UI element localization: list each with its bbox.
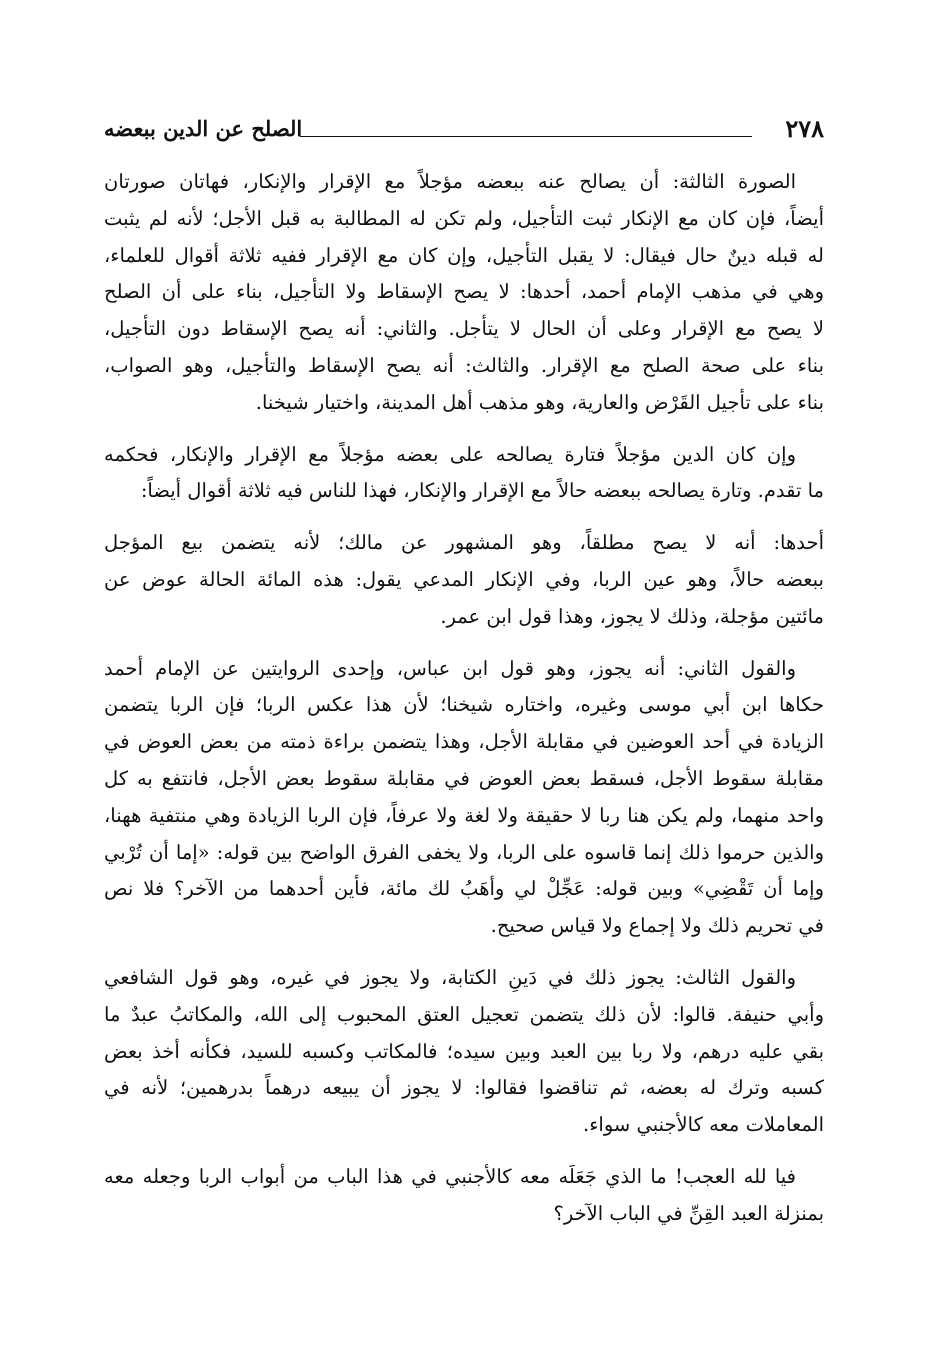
- text-line: الزيادة في أحد العوضين في مقابلة الأجل، وهذا يتضمن براءة ذمته من بعض العوض في: [104, 730, 824, 754]
- paragraph: [104, 960, 824, 1144]
- text-line: بناء على صحة الصلح مع الإقرار. والثالث: أنه يصح الإسقاط والتأجيل، وهو الصواب،: [104, 353, 824, 377]
- text-line: والقول الثاني: أنه يجوز، وهو قول ابن عباس، وإحدى الروايتين عن الإمام أحمد: [104, 656, 796, 680]
- text-line: ما تقدم. وتارة يصالحه ببعضه حالاً مع الإقرار والإنكار، فهذا للناس فيه ثلاثة أقوال أيضاً:: [140, 479, 824, 503]
- text-line: له قبله دينٌ حال فيقال: لا يقبل التأجيل، وإن كان مع الإقرار ففيه ثلاثة أقوال للعلماء،: [104, 243, 824, 267]
- text-line: واحد منهما، ولم يكن هنا ربا لا حقيقة ولا لغة ولا عرفاً، فإن الربا الزيادة وهي منتفية ههنا،: [104, 803, 824, 827]
- page-number: ٢٧٨: [785, 114, 824, 143]
- text-line: فيا لله العجب! ما الذي جَعَلَه معه كالأجنبي في هذا الباب من أبواب الربا وجعله معه: [104, 1164, 796, 1188]
- paragraph: [104, 437, 824, 511]
- text-line: بناء على تأجيل القَرْض والعارية، وهو مذهب أهل المدينة، واختيار شيخنا.: [255, 390, 824, 414]
- text-line: وإن كان الدين مؤجلاً فتارة يصالحه على بعضه مؤجلاً مع الإقرار والإنكار، فحكمه: [104, 442, 796, 466]
- text-line: حكاها ابن أبي موسى وغيره، واختاره شيخنا؛ لأن هذا عكس الربا؛ فإن الربا يتضمن: [104, 693, 824, 717]
- text-line: والقول الثالث: يجوز ذلك في دَينِ الكتابة، ولا يجوز في غيره، وهو قول الشافعي: [104, 965, 796, 989]
- text-line: أيضاً، فإن كان مع الإنكار ثبت التأجيل، ولم تكن له المطالبة به قبل الأجل؛ لأنه لم يثبت: [104, 206, 824, 230]
- paragraph: [104, 651, 824, 945]
- chapter-title: الصلح عن الدين ببعضه: [104, 116, 303, 141]
- header-rule: [300, 136, 752, 137]
- paragraph: [104, 1159, 824, 1233]
- running-header: [104, 112, 824, 146]
- text-line: لا يصح مع الإقرار وعلى أن الحال لا يتأجل. والثاني: أنه يصح الإسقاط دون التأجيل،: [104, 317, 824, 341]
- text-line: في تحريم ذلك ولا إجماع ولا قياس صحيح.: [490, 914, 824, 938]
- text-line: وأبي حنيفة. قالوا: لأن ذلك يتضمن تعجيل العتق المحبوب إلى الله، والمكاتبُ عبدٌ ما: [104, 1002, 824, 1026]
- paragraph: [104, 525, 824, 635]
- text-line: ببعضه حالاً، وهو عين الربا، وفي الإنكار المدعي يقول: هذه المائة الحالة عوض عن: [104, 567, 824, 591]
- text-line: والذين حرموا ذلك إنما قاسوه على الربا، ولا يخفى الفرق الواضح بين قوله: «إما أن تُرْبي: [104, 840, 824, 864]
- text-line: كسبه وترك له بعضه، ثم تناقضوا فقالوا: لا يجوز أن يبيعه درهماً بدرهمين؛ لأنه في: [104, 1076, 824, 1100]
- text-line: وهي في مذهب الإمام أحمد، أحدها: لا يصح الإسقاط ولا التأجيل، بناء على أن الصلح: [104, 280, 824, 304]
- text-line: الصورة الثالثة: أن يصالح عنه ببعضه مؤجلاً مع الإقرار والإنكار، فهاتان صورتان: [104, 170, 796, 193]
- text-line: أحدها: أنه لا يصح مطلقاً، وهو المشهور عن مالك؛ لأنه يتضمن بيع المؤجل: [104, 531, 824, 555]
- page-body: [104, 164, 824, 1248]
- text-line: وإما أن تَقْضِي» وبين قوله: عَجِّلْ لي وأهَبُ لك مائة، فأين أحدهما من الآخر؟ فلا نص: [104, 877, 824, 901]
- text-line: بقي عليه درهم، ولا ربا بين العبد وبين سيده؛ فالمكاتب وكسبه للسيد، فكأنه أخذ بعض: [104, 1039, 824, 1063]
- paragraph: [104, 164, 824, 422]
- text-line: مائتين مؤجلة، وذلك لا يجوز، وهذا قول ابن عمر.: [440, 604, 824, 628]
- text-line: المعاملات معه كالأجنبي سواء.: [583, 1113, 824, 1137]
- text-line: مقابلة سقوط الأجل، فسقط بعض العوض في مقابلة سقوط بعض الأجل، فانتفع به كل: [104, 766, 824, 790]
- text-line: بمنزلة العبد القِنِّ في الباب الآخر؟: [553, 1201, 824, 1225]
